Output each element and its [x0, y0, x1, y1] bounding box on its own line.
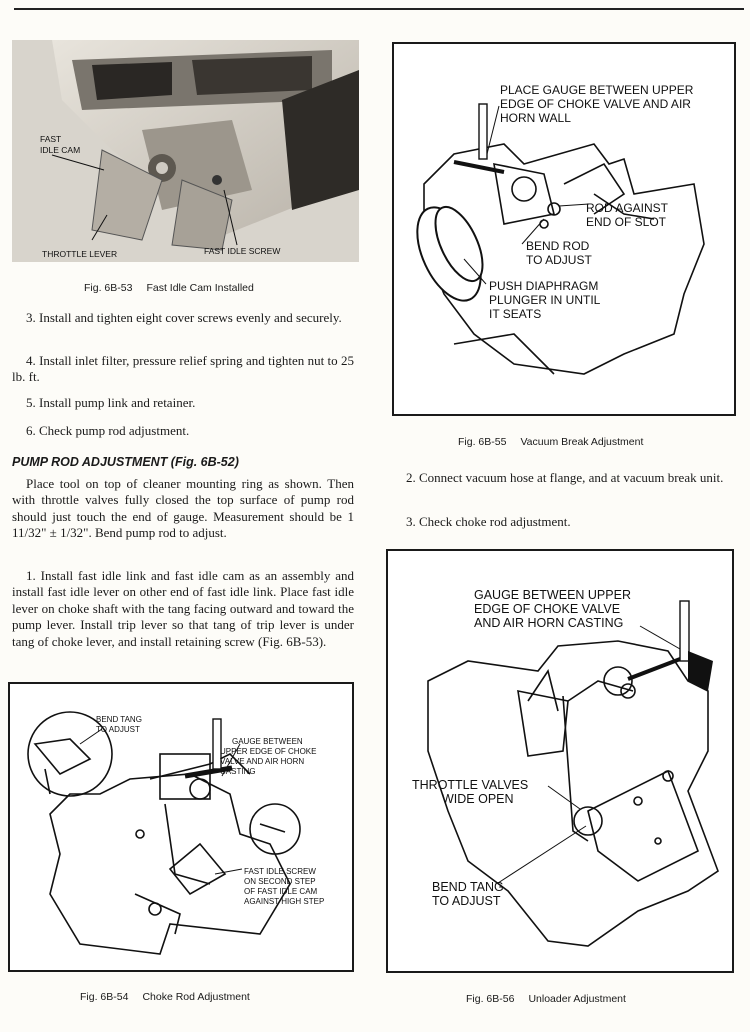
caption-number: Fig. 6B-53 — [84, 282, 133, 294]
label-to-adjust: TO ADJUST — [432, 894, 501, 908]
label-bend-tang: BEND TANG — [432, 880, 504, 894]
label-rod-against: ROD AGAINST — [586, 201, 669, 215]
label-push-diaphragm: PUSH DIAPHRAGM — [489, 279, 599, 293]
caption-number: Fig. 6B-56 — [466, 993, 515, 1005]
label-it-seats: IT SEATS — [489, 307, 542, 321]
label-air-horn-casting: AND AIR HORN CASTING — [474, 616, 624, 630]
label-fast-idle-4: AGAINST HIGH STEP — [244, 897, 325, 906]
label-idle-cam: IDLE CAM — [40, 145, 81, 155]
label-fast-idle-screw: FAST IDLE SCREW — [204, 246, 281, 256]
fig-54-caption — [80, 991, 250, 1003]
fast-idle-paragraph: 1. Install fast idle link and fast idle cam as an assembly and install fast idle lever on other end of fast idle link. Place fast idle lever on choke shaft with the tang facing outward and toward the pump lever. Install trip lever so that tang of trip lever is under tang of choke lever, and install retaining screw (Fig. 6B-53). — [12, 568, 354, 649]
fig-56-caption — [466, 993, 626, 1005]
step-3-text: 3. Install and tighten eight cover screws evenly and securely. — [26, 310, 342, 325]
unloader-drawing — [388, 551, 732, 971]
label-bend-rod: BEND ROD — [526, 239, 590, 253]
label-place-gauge-2: EDGE OF CHOKE VALVE AND AIR — [500, 97, 691, 111]
step-5-text: 5. Install pump link and retainer. — [26, 395, 196, 410]
label-gauge-3: VALVE AND AIR HORN — [220, 757, 305, 766]
label-gauge-2: UPPER EDGE OF CHOKE — [220, 747, 317, 756]
label-place-gauge-1: PLACE GAUGE BETWEEN UPPER — [500, 83, 694, 97]
connect-vacuum-text: 2. Connect vacuum hose at flange, and at vacuum break unit. — [406, 470, 724, 485]
fig-56-diagram — [386, 549, 734, 973]
caption-number: Fig. 6B-55 — [458, 436, 507, 448]
label-bend-rod-adjust: TO ADJUST — [526, 253, 592, 267]
top-rule — [14, 8, 744, 10]
pump-rod-paragraph: Place tool on top of cleaner mounting ring as shown. Then with throttle valves fully closed the top surface of pump rod should just touch the end of gauge. Measurement should be 1 11/32" ± 1/32". Bend pump rod to adjust. — [12, 476, 354, 541]
fig-53-caption — [84, 282, 254, 294]
label-bend-tang: BEND TANG — [96, 715, 142, 724]
label-throttle-lever: THROTTLE LEVER — [42, 249, 118, 259]
caption-title: Vacuum Break Adjustment — [520, 436, 644, 448]
label-throttle-valves: THROTTLE VALVES — [412, 778, 529, 792]
step-4-text: 4. Install inlet filter, pressure relief spring and tighten nut to 25 lb. ft. — [12, 353, 354, 385]
label-gauge-between: GAUGE BETWEEN UPPER — [474, 588, 631, 602]
label-place-gauge-3: HORN WALL — [500, 111, 571, 125]
label-gauge-4: CASTING — [220, 767, 256, 776]
label-fast-idle-1: FAST IDLE SCREW — [244, 867, 316, 876]
label-plunger: PLUNGER IN UNTIL — [489, 293, 601, 307]
label-to-adjust: TO ADJUST — [96, 725, 140, 734]
fig-55-diagram — [392, 42, 736, 416]
caption-title: Unloader Adjustment — [528, 993, 626, 1005]
label-fast-idle-3: OF FAST IDLE CAM — [244, 887, 318, 896]
choke-rod-drawing — [10, 684, 352, 970]
caption-number: Fig. 6B-54 — [80, 991, 129, 1003]
step-6-text: 6. Check pump rod adjustment. — [26, 423, 190, 438]
fig-54-diagram — [8, 682, 354, 972]
label-wide-open: WIDE OPEN — [442, 792, 514, 806]
label-gauge-1: GAUGE BETWEEN — [232, 737, 303, 746]
caption-title: Fast Idle Cam Installed — [146, 282, 254, 294]
label-fast: FAST — [40, 134, 62, 144]
section-heading: PUMP ROD ADJUSTMENT (Fig. 6B-52) — [12, 455, 239, 469]
carburetor-photo — [12, 40, 359, 262]
label-fast-idle-2: ON SECOND STEP — [244, 877, 316, 886]
caption-title: Choke Rod Adjustment — [142, 991, 250, 1003]
label-end-of-slot: END OF SLOT — [586, 215, 667, 229]
check-choke-text: 3. Check choke rod adjustment. — [406, 514, 571, 529]
fig-55-caption — [458, 436, 643, 448]
fig-53-photo — [12, 40, 359, 262]
label-edge-of-choke: EDGE OF CHOKE VALVE — [474, 602, 621, 616]
vacuum-break-drawing — [394, 44, 734, 414]
